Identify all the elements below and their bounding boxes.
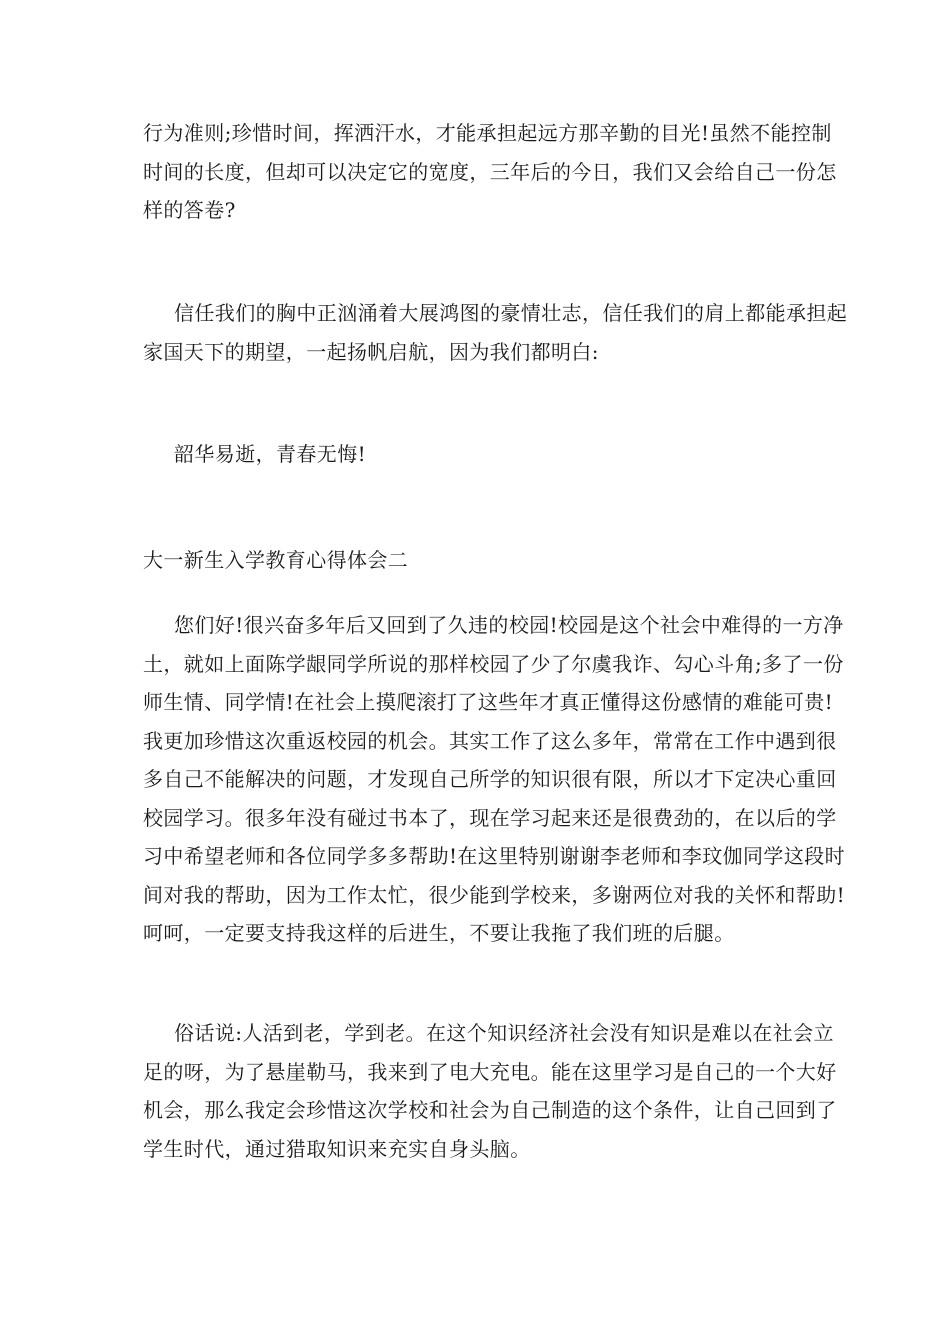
text-line: 时间的长度，但却可以决定它的宽度，三年后的今日，我们又会给自己一份怎 [143,159,837,184]
text-line: 行为准则;珍惜时间，挥洒汗水，才能承担起远方那辛勤的目光!虽然不能控制 [143,121,832,145]
text-line: 样的答卷? [143,198,236,222]
text-line: 家国天下的期望，一起扬帆启航，因为我们都明白: [143,339,599,364]
paragraph-3 [143,435,809,474]
text-line: 土，就如上面陈学龈同学所说的那样校园了少了尔虞我诈、勾心斗角;多了一份 [143,651,844,676]
section-title: 大一新生入学教育心得体会二 [143,548,409,572]
text-line: 我更加珍惜这次重返校园的机会。其实工作了这么多年，常常在工作中遇到很 [143,728,837,753]
text-line: 习中希望老师和各位同学多多帮助!在这里特别谢谢李老师和李玟伽同学这段时 [143,844,846,868]
text-line: 俗话说:人活到老，学到老。在这个知识经济社会没有知识是难以在社会立 [174,1021,834,1045]
paragraph-4 [143,606,846,953]
paragraph-1 [143,114,837,230]
paragraph-5 [143,1014,837,1168]
text-line: 学生时代，通过猎取知识来充实自身头脑。 [143,1136,531,1161]
text-line: 您们好!很兴奋多年后又回到了久违的校园!校园是这个社会中难得的一方净 [174,613,844,637]
text-line: 多自己不能解决的问题，才发现自己所学的知识很有限，所以才下定决心重回 [143,767,837,791]
text-line: 呵呵，一定要支持我这样的后进生，不要让我拖了我们班的后腿。 [143,921,735,945]
paragraph-2 [143,294,848,371]
text-line: 间对我的帮助，因为工作太忙，很少能到学校来，多谢两位对我的关怀和帮助! [143,882,846,907]
text-line: 信任我们的胸中正汹涌着大展鸿图的豪情壮志，信任我们的肩上都能承担起 [174,301,848,325]
text-line: 校园学习。很多年没有碰过书本了，现在学习起来还是很费劲的，在以后的学 [143,805,837,830]
text-line: 韶华易逝，青春无悔! [174,442,367,466]
text-line: 机会，那么我定会珍惜这次学校和社会为自己制造的这个条件，让自己回到了 [143,1098,837,1122]
text-line: 师生情、同学情!在社会上摸爬滚打了这些年才真正懂得这份感情的难能可贵! [143,690,834,714]
text-line: 足的呀，为了悬崖勒马，我来到了电大充电。能在这里学习是自己的一个大好 [143,1059,837,1084]
